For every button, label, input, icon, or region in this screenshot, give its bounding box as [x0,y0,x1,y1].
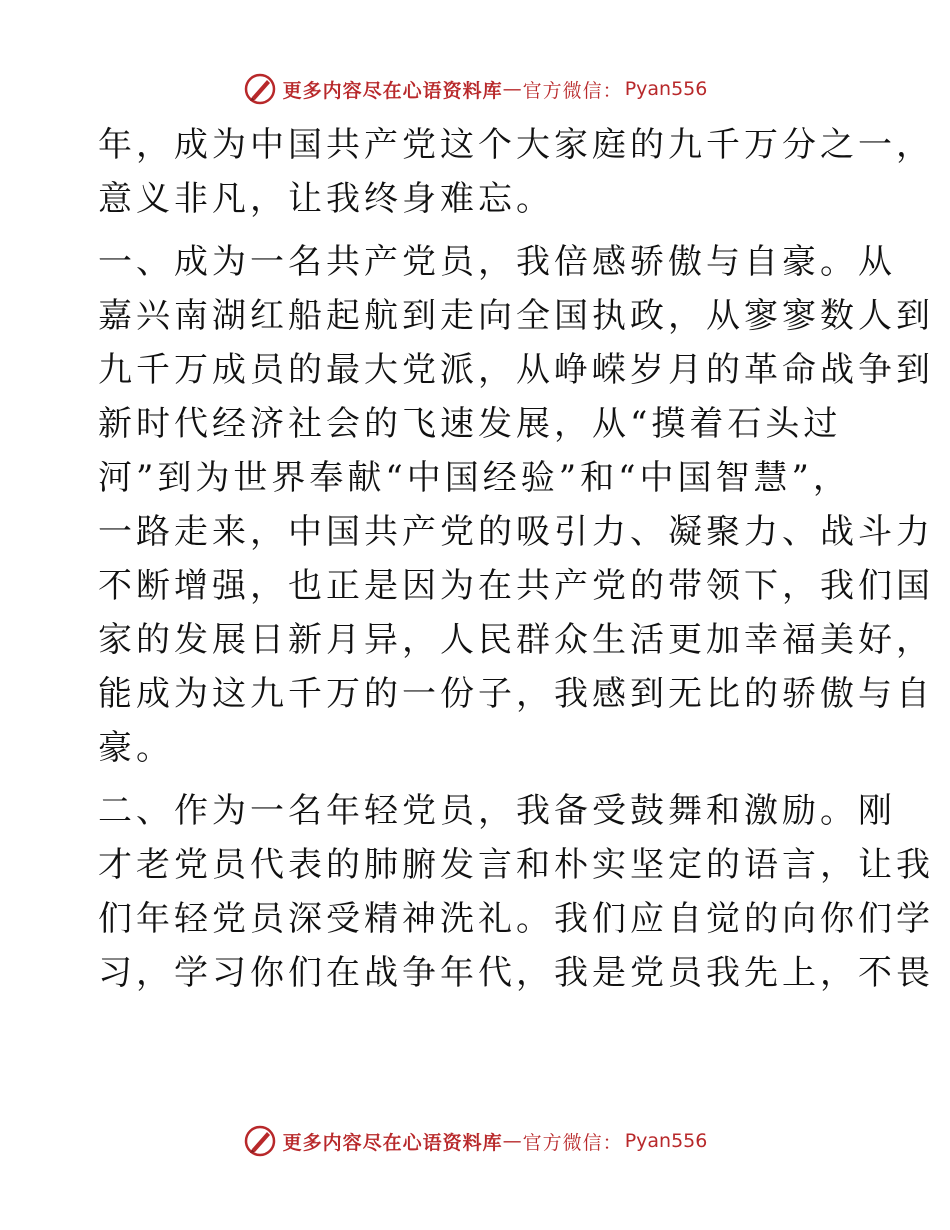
header-banner [0,72,950,106]
text-line: 二、作为一名年轻党员，我备受鼓舞和激励。刚 [98,791,896,831]
paragraph [98,118,934,226]
banner-main-text: 更多内容尽在心语资料库 [282,79,503,102]
banner-separator: — [502,1130,523,1152]
banner-main-text: 更多内容尽在心语资料库 [282,1131,503,1154]
text-line: 不断增强，也正是因为在共产党的带领下，我们国 [98,566,934,606]
banner-sub-text: 官方微信： [522,79,623,102]
text-line: 家的发展日新月异，人民群众生活更加幸福美好， [98,620,934,660]
banner-wechat-id: Pyan556 [624,78,708,100]
text-line: 一、成为一名共产党员，我倍感骄傲与自豪。从 [98,242,896,282]
text-line: 嘉兴南湖红船起航到走向全国执政，从寥寥数人到 [98,296,934,336]
text-line: 豪。 [98,728,174,768]
banner-sub-text: 官方微信： [522,1131,623,1154]
text-line: 意义非凡，让我终身难忘。 [98,179,554,219]
banner-wechat-id: Pyan556 [624,1130,708,1152]
text-line: 才老党员代表的肺腑发言和朴实坚定的语言，让我 [98,845,934,885]
text-line: 能成为这九千万的一份子，我感到无比的骄傲与自 [98,674,934,714]
text-line: 们年轻党员深受精神洗礼。我们应自觉的向你们学 [98,899,934,939]
paragraph [98,235,934,775]
text-line: 年，成为中国共产党这个大家庭的九千万分之一， [98,125,934,165]
banner-separator: — [502,78,523,100]
text-line: 河”到为世界奉献“中国经验”和“中国智慧”， [98,458,851,498]
footer-banner [0,1124,950,1158]
pen-seal-icon [243,1124,277,1158]
pen-seal-icon [243,72,277,106]
document-body [98,118,934,1000]
text-line: 一路走来，中国共产党的吸引力、凝聚力、战斗力 [98,512,934,552]
text-line: 九千万成员的最大党派，从峥嵘岁月的革命战争到 [98,350,934,390]
text-line: 习，学习你们在战争年代，我是党员我先上，不畏 [98,953,934,993]
text-line: 新时代经济社会的飞速发展，从“摸着石头过 [98,404,842,444]
paragraph [98,784,934,1000]
